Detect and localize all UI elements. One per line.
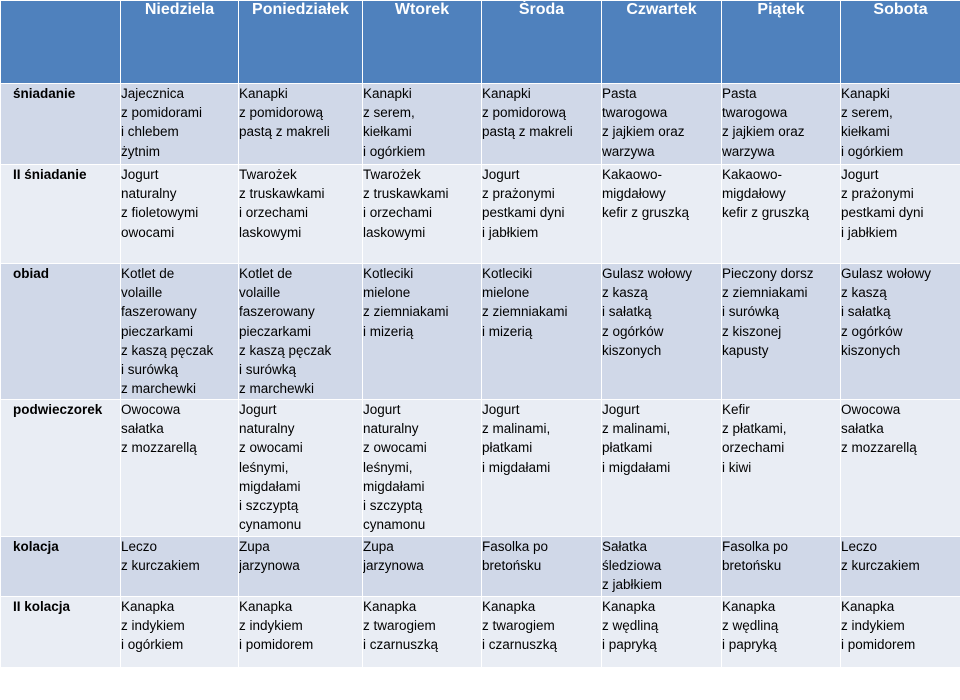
- meal-label: śniadanie: [1, 84, 121, 165]
- meal-cell: Owocowa sałatka z mozzarellą: [121, 400, 239, 537]
- header-day-friday: Piątek: [722, 1, 841, 84]
- row-breakfast: [1, 84, 960, 165]
- row-dinner: [1, 537, 960, 597]
- row-second-dinner: [1, 597, 960, 668]
- meal-cell: Jogurt naturalny z fioletowymi owocami: [121, 165, 239, 264]
- meal-cell: Jogurt z prażonymi pestkami dyni i jabłkiem: [841, 165, 960, 264]
- meal-label: II kolacja: [1, 597, 121, 668]
- meal-cell: Twarożek z truskawkami i orzechami laskowymi: [363, 165, 482, 264]
- meal-cell: Fasolka po bretońsku: [482, 537, 602, 597]
- header-day-sunday: Niedziela: [121, 1, 239, 84]
- meal-cell: Jogurt z malinami, płatkami i migdałami: [602, 400, 722, 537]
- meal-cell: Leczo z kurczakiem: [841, 537, 960, 597]
- meal-cell: Pasta twarogowa z jajkiem oraz warzywa: [722, 84, 841, 165]
- meal-cell: Fasolka po bretońsku: [722, 537, 841, 597]
- row-afternoon-snack: [1, 400, 960, 537]
- row-lunch: [1, 264, 960, 400]
- meal-label: kolacja: [1, 537, 121, 597]
- meal-cell: Kanapka z wędliną i papryką: [722, 597, 841, 668]
- header-day-tuesday: Wtorek: [363, 1, 482, 84]
- meal-cell: Kanapki z pomidorową pastą z makreli: [239, 84, 363, 165]
- meal-cell: Kakaowo- migdałowy kefir z gruszką: [602, 165, 722, 264]
- meal-cell: Kanapka z twarogiem i czarnuszką: [482, 597, 602, 668]
- meal-cell: Kanapka z indykiem i pomidorem: [841, 597, 960, 668]
- meal-label: obiad: [1, 264, 121, 400]
- meal-label: podwieczorek: [1, 400, 121, 537]
- meal-cell: Jajecznica z pomidorami i chlebem żytnim: [121, 84, 239, 165]
- meal-cell: Kanapka z wędliną i papryką: [602, 597, 722, 668]
- meal-cell: Kotleciki mielone z ziemniakami i mizerią: [482, 264, 602, 400]
- meal-cell: Twarożek z truskawkami i orzechami laskowymi: [239, 165, 363, 264]
- meal-cell: Gulasz wołowy z kaszą i sałatką z ogórków kiszonych: [602, 264, 722, 400]
- header-day-monday: Poniedziałek: [239, 1, 363, 84]
- header-row: [1, 1, 960, 84]
- row-second-breakfast: [1, 165, 960, 264]
- meal-cell: Kotleciki mielone z ziemniakami i mizerią: [363, 264, 482, 400]
- meal-cell: Leczo z kurczakiem: [121, 537, 239, 597]
- meal-cell: Jogurt naturalny z owocami leśnymi, migdałami i szczyptą cynamonu: [363, 400, 482, 537]
- meal-cell: Kanapki z serem, kiełkami i ogórkiem: [363, 84, 482, 165]
- header-day-thursday: Czwartek: [602, 1, 722, 84]
- header-day-wednesday: Środa: [482, 1, 602, 84]
- meal-cell: Zupa jarzynowa: [363, 537, 482, 597]
- meal-cell: Jogurt z prażonymi pestkami dyni i jabłkiem: [482, 165, 602, 264]
- meal-cell: Zupa jarzynowa: [239, 537, 363, 597]
- meal-cell: Sałatka śledziowa z jabłkiem: [602, 537, 722, 597]
- header-corner: [1, 1, 121, 84]
- meal-cell: Jogurt naturalny z owocami leśnymi, migdałami i szczyptą cynamonu: [239, 400, 363, 537]
- meal-cell: Kanapka z twarogiem i czarnuszką: [363, 597, 482, 668]
- meal-cell: Kanapki z serem, kiełkami i ogórkiem: [841, 84, 960, 165]
- meal-cell: Gulasz wołowy z kaszą i sałatką z ogórków kiszonych: [841, 264, 960, 400]
- meal-cell: Pasta twarogowa z jajkiem oraz warzywa: [602, 84, 722, 165]
- meal-label: II śniadanie: [1, 165, 121, 264]
- meal-cell: Kanapka z indykiem i ogórkiem: [121, 597, 239, 668]
- meal-cell: Pieczony dorsz z ziemniakami i surówką z kiszonej kapusty: [722, 264, 841, 400]
- header-day-saturday: Sobota: [841, 1, 960, 84]
- meal-cell: Kotlet de volaille faszerowany pieczarkami z kaszą pęczak i surówką z marchewki: [121, 264, 239, 400]
- meal-cell: Kefir z płatkami, orzechami i kiwi: [722, 400, 841, 537]
- meal-cell: Kanapka z indykiem i pomidorem: [239, 597, 363, 668]
- meal-cell: Jogurt z malinami, płatkami i migdałami: [482, 400, 602, 537]
- meal-cell: Kakaowo- migdałowy kefir z gruszką: [722, 165, 841, 264]
- meal-cell: Kotlet de volaille faszerowany pieczarkami z kaszą pęczak i surówką z marchewki: [239, 264, 363, 400]
- meal-cell: Owocowa sałatka z mozzarellą: [841, 400, 960, 537]
- meal-cell: Kanapki z pomidorową pastą z makreli: [482, 84, 602, 165]
